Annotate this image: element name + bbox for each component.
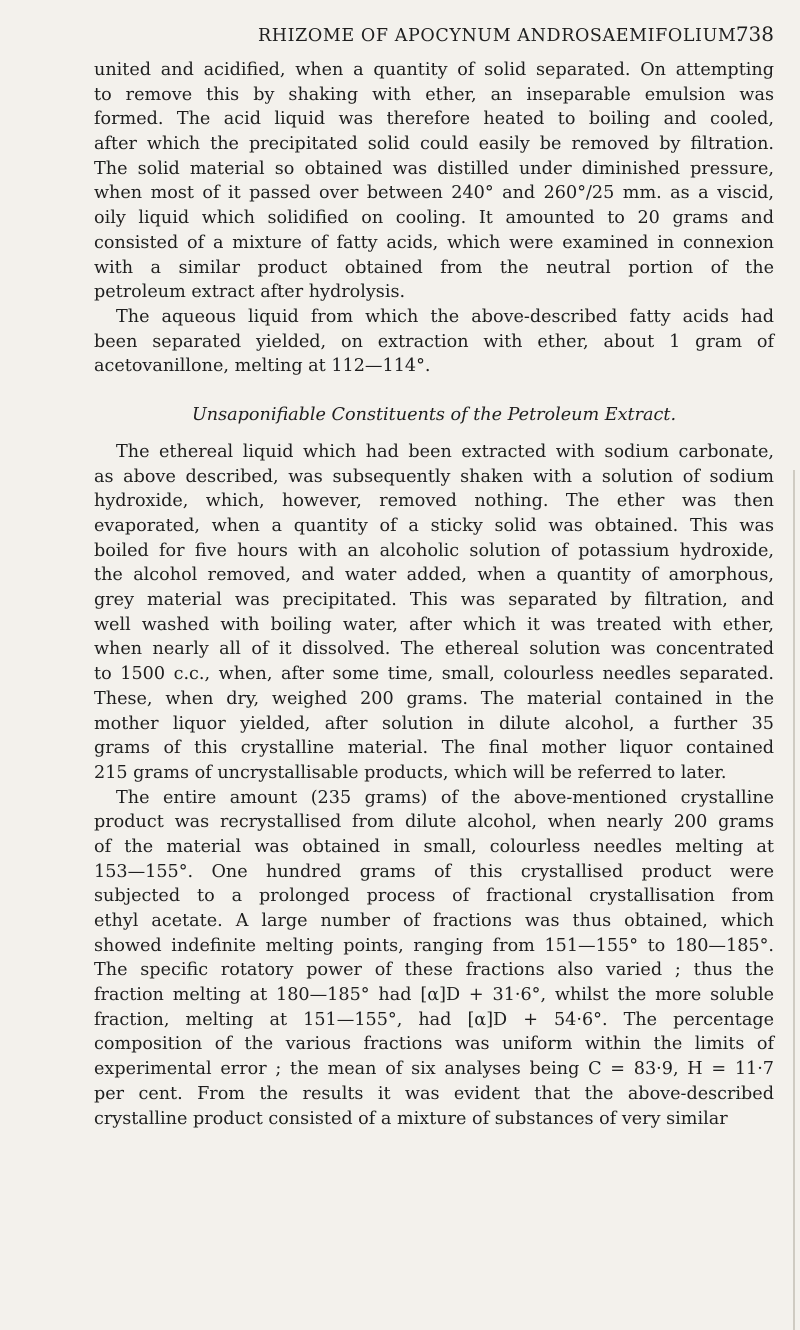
text-line: oily liquid which solidified on cooling. It amounted to 20 grams and: [94, 208, 774, 229]
text-line: evaporated, when a quantity of a sticky solid was obtained. This was: [94, 516, 774, 536]
text-line: The entire amount (235 grams) of the above-mentioned crystalline: [116, 787, 774, 808]
text-line: product was recrystallised from dilute alcohol, when nearly 200 grams: [94, 812, 774, 833]
text-line: The specific rotatory power of these fractions also varied ; thus the: [94, 960, 774, 981]
text-line: per cent. From the results it was evident that the above-described: [94, 1083, 774, 1104]
text-line: been separated yielded, on extraction with ether, about 1 gram of: [94, 331, 774, 352]
text-line: acetovanillone, melting at 112—114°.: [94, 356, 431, 377]
text-line: These, when dry, weighed 200 grams. The material contained in the: [94, 688, 774, 709]
text-line: ethyl acetate. A large number of fractions was thus obtained, which: [94, 911, 774, 931]
text-line: to remove this by shaking with ether, an inseparable emulsion was: [94, 84, 774, 105]
paragraph-crystalline-product: [94, 786, 774, 1132]
text-line: as above described, was subsequently shaken with a solution of sodium: [94, 466, 774, 487]
text-line: with a similar product obtained from the neutral portion of the: [94, 257, 774, 278]
text-line: of the material was obtained in small, colourless needles melting at: [94, 836, 774, 857]
section-heading: Unsaponifiable Constituents of the Petroleum Extract.: [191, 404, 677, 425]
text-line: composition of the various fractions was uniform within the limits of: [94, 1034, 774, 1055]
text-line: boiled for five hours with an alcoholic solution of potassium hydroxide,: [94, 540, 774, 561]
page-number: 738: [735, 22, 774, 46]
text-line: fraction melting at 180—185° had [α]D + 31·6°, whilst the more soluble: [94, 985, 774, 1006]
text-line: The ethereal liquid which had been extracted with sodium carbonate,: [116, 441, 774, 462]
text-line: the alcohol removed, and water added, when a quantity of amorphous,: [94, 565, 774, 586]
text-line: The solid material so obtained was distilled under diminished pressure,: [94, 158, 774, 179]
text-line: crystalline product consisted of a mixture of substances of very similar: [94, 1108, 728, 1129]
text-line: when most of it passed over between 240° and 260°/25 mm. as a viscid,: [94, 183, 774, 204]
running-title: RHIZOME OF APOCYNUM ANDROSAEMIFOLIUM.: [258, 26, 743, 46]
text-line: experimental error ; the mean of six analyses being C = 83·9, H = 11·7: [94, 1059, 774, 1080]
text-line: hydroxide, which, however, removed nothing. The ether was then: [94, 491, 774, 512]
paragraph-fatty-acids: [94, 58, 774, 305]
text-line: grey material was precipitated. This was separated by filtration, and: [94, 590, 774, 611]
text-line: united and acidified, when a quantity of solid separated. On attempting: [94, 60, 774, 80]
running-header: [94, 18, 774, 48]
text-line: grams of this crystalline material. The final mother liquor contained: [94, 738, 774, 759]
text-line: to 1500 c.c., when, after some time, small, colourless needles separated.: [94, 664, 774, 685]
page-edge-shadow: [793, 470, 795, 1330]
text-line: consisted of a mixture of fatty acids, which were examined in connexion: [94, 232, 774, 253]
text-line: showed indefinite melting points, ranging from 151—155° to 180—185°.: [94, 935, 774, 956]
text-line: formed. The acid liquid was therefore heated to boiling and cooled,: [94, 109, 774, 130]
text-line: when nearly all of it dissolved. The ethereal solution was concentrated: [94, 639, 774, 660]
body-text: [94, 58, 774, 1131]
text-line: mother liquor yielded, after solution in dilute alcohol, a further 35: [94, 713, 774, 734]
text-line: The aqueous liquid from which the above-described fatty acids had: [116, 306, 774, 327]
section-spacer: [94, 379, 774, 403]
text-line: after which the precipitated solid could easily be removed by filtration.: [94, 134, 774, 155]
paragraph-acetovanillone: [94, 305, 774, 379]
text-line: 215 grams of uncrystallisable products, which will be referred to later.: [94, 762, 727, 783]
text-line: petroleum extract after hydrolysis.: [94, 282, 406, 303]
text-line: fraction, melting at 151—155°, had [α]D + 54·6°. The percentage: [94, 1009, 774, 1030]
text-line: well washed with boiling water, after which it was treated with ether,: [94, 614, 774, 635]
text-line: 153—155°. One hundred grams of this crystallised product were: [94, 861, 774, 882]
paragraph-ethereal-liquid: [94, 440, 774, 786]
text-line: subjected to a prolonged process of fractional crystallisation from: [94, 886, 774, 907]
